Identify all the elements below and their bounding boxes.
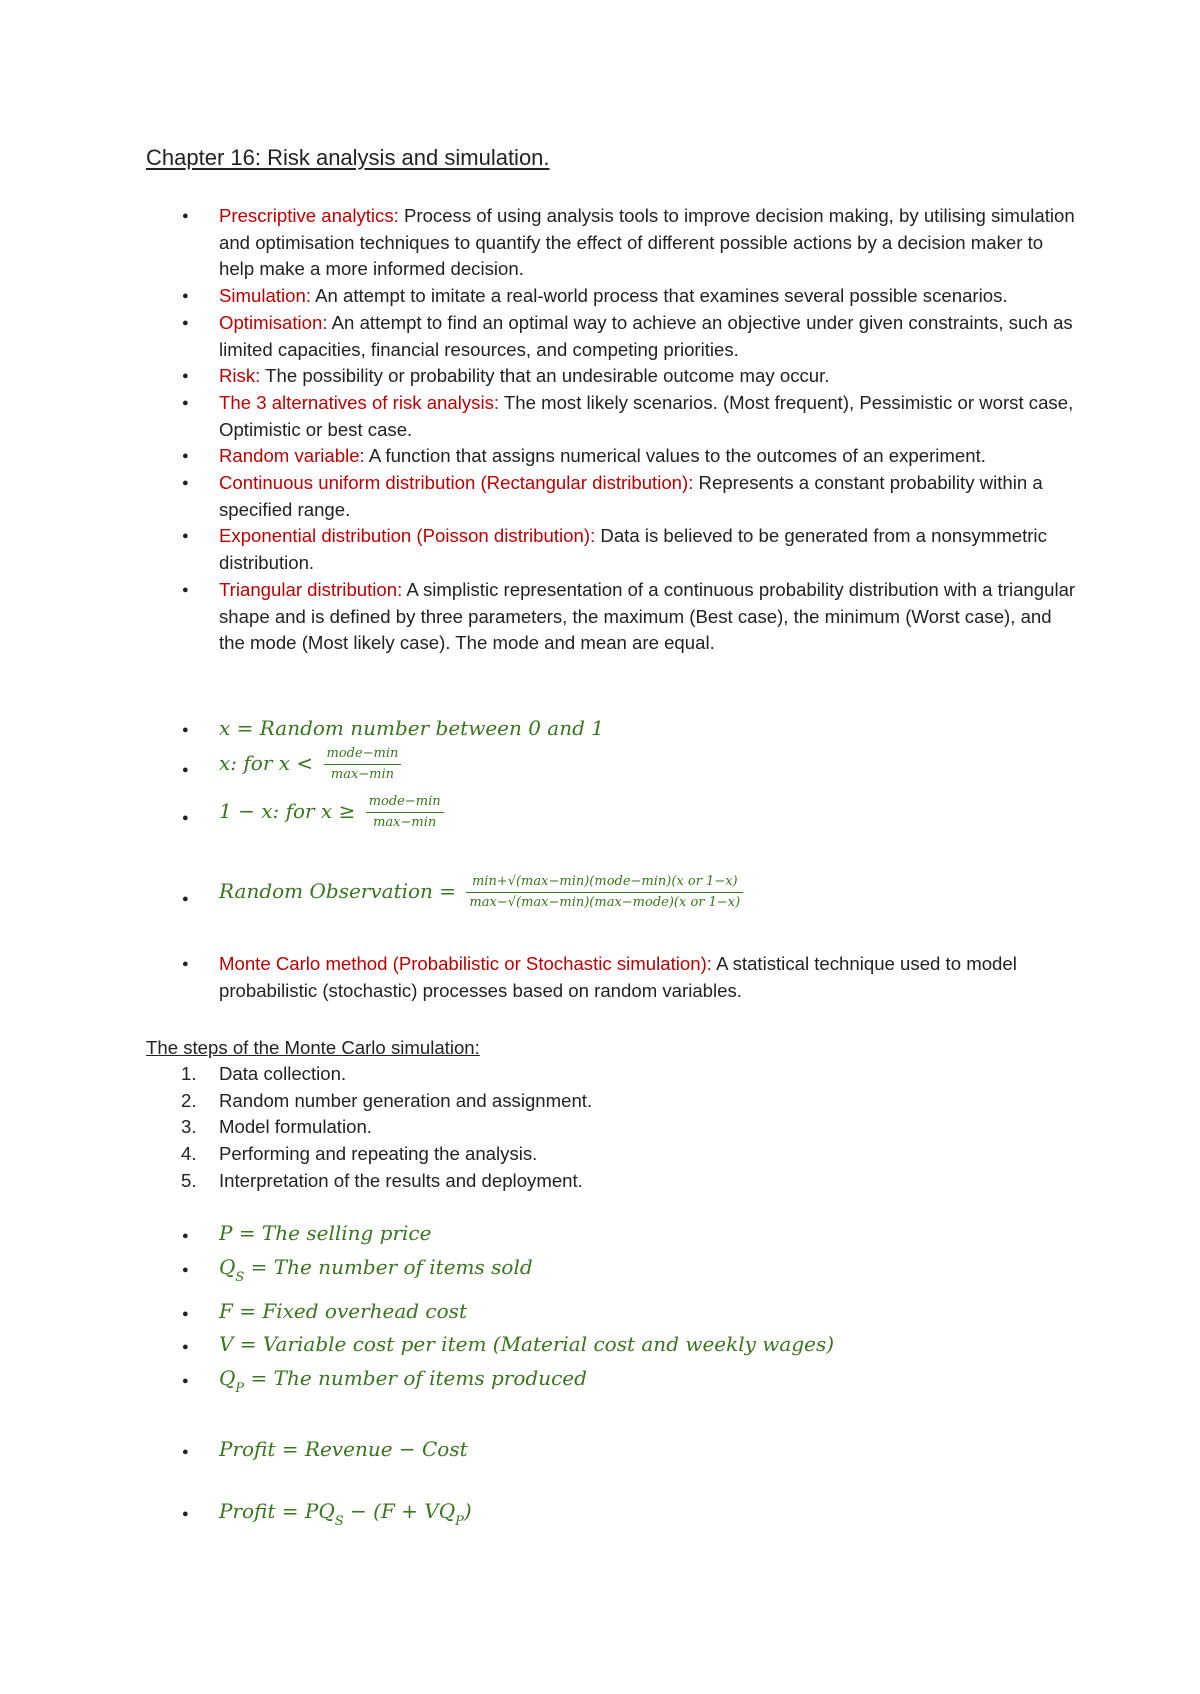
- monte-carlo-list: [146, 951, 1076, 1004]
- formula-items-sold: [219, 1253, 533, 1285]
- list-item: [146, 1141, 592, 1168]
- formula-part: Profit = PQ: [219, 1499, 335, 1523]
- bullet: ●: [182, 893, 189, 905]
- subscript: S: [235, 1270, 245, 1285]
- list-item: [146, 363, 1076, 390]
- bullet: ●: [182, 812, 189, 824]
- formula-profit: Profit = Revenue − Cost: [219, 1437, 468, 1461]
- definition-term: Simulation:: [219, 285, 311, 307]
- formula-items-produced: [219, 1364, 587, 1396]
- step-number: 5.: [181, 1169, 197, 1191]
- definition-term: The 3 alternatives of risk analysis:: [219, 391, 500, 413]
- bullet: ●: [182, 1264, 189, 1276]
- formula-profit-expanded: [219, 1497, 472, 1529]
- bullet: ●: [182, 1446, 189, 1458]
- definition-term: Monte Carlo method (Probabilistic or Stochastic simulation):: [219, 953, 712, 974]
- definition-text: A function that assigns numerical values to the outcomes of an experiment.: [364, 445, 986, 467]
- step-number: 4.: [181, 1143, 197, 1165]
- definition-term: Exponential distribution (Poisson distribution):: [219, 525, 596, 547]
- list-item: [146, 577, 1076, 657]
- fraction: [366, 794, 444, 831]
- symbol: Q: [219, 1255, 236, 1279]
- step-text: Model formulation.: [219, 1116, 372, 1138]
- subscript: P: [455, 1514, 464, 1529]
- formula-lhs: 1 − x: for x ≥: [219, 799, 356, 823]
- step-number: 3.: [181, 1116, 197, 1138]
- list-item: [146, 951, 1076, 1004]
- definition-term: Triangular distribution:: [219, 578, 403, 600]
- fraction-denominator: max−min: [373, 815, 437, 830]
- symbol: Q: [219, 1366, 236, 1390]
- definition-text: An attempt to imitate a real-world process that examines several possible scenarios.: [310, 285, 1008, 307]
- subscript: P: [235, 1381, 245, 1396]
- definition-text: A simplistic representation of a continuous probability distribution with a triangular shape and is defined by three parameters, the maximum (Best case), the minimum (Worst case), and the mode (Most likely case). The mode and mean are equal.: [219, 578, 1076, 654]
- definition-text: An attempt to find an optimal way to achieve an objective under given constraints, such as limited capacities, financial resources, and competing priorities.: [219, 311, 1073, 360]
- step-text: Data collection.: [219, 1063, 347, 1084]
- definition-text: Process of using analysis tools to improve decision making, by utilising simulation and optimisation techniques to quantify the effect of different possible actions by a decision maker to help make a more informed decision.: [219, 205, 1075, 280]
- steps-heading: The steps of the Monte Carlo simulation:: [146, 1037, 480, 1058]
- step-number: 2.: [181, 1089, 197, 1111]
- list-item: [146, 443, 1076, 470]
- list-item: [146, 390, 1076, 443]
- list-item: [146, 523, 1076, 576]
- list-item: [146, 1088, 592, 1115]
- list-item: [146, 1168, 592, 1195]
- fraction-denominator: max−min: [330, 767, 395, 782]
- bullet: ●: [182, 1341, 189, 1353]
- formula-rhs: = The number of items produced: [244, 1366, 587, 1390]
- formula-lhs: Random Observation =: [219, 879, 457, 903]
- formula-lhs: x: for x <: [219, 751, 314, 775]
- bullet: ●: [182, 724, 189, 736]
- definition-text: Represents a constant probability within a specified range.: [219, 472, 1043, 520]
- bullet: ●: [182, 1230, 189, 1242]
- fraction-numerator: min+√(max−min)(mode−min)(x or 1−x): [466, 874, 743, 893]
- definition-text: The most likely scenarios. (Most frequent), Pessimistic or worst case, Optimistic or best case.: [219, 391, 1074, 440]
- definition-term: Optimisation:: [219, 311, 328, 333]
- page-title: Chapter 16: Risk analysis and simulation.: [146, 145, 550, 170]
- fraction: [324, 746, 402, 783]
- steps-list: [146, 1061, 592, 1195]
- formula-part: ): [463, 1499, 472, 1523]
- fraction-numerator: mode−min: [366, 794, 444, 813]
- list-item: [146, 470, 1076, 523]
- step-number: 1.: [181, 1063, 197, 1084]
- bullet: ●: [182, 764, 189, 776]
- step-text: Interpretation of the results and deployment.: [219, 1169, 583, 1191]
- formula-variable-cost: V = Variable cost per item (Material cost and weekly wages): [219, 1332, 835, 1356]
- list-item: [146, 1061, 592, 1088]
- definition-term: Random variable:: [219, 445, 365, 467]
- definition-text: A statistical technique used to model probabilistic (stochastic) processes based on random variables.: [219, 953, 1017, 1001]
- formula-one-minus-x-condition: [219, 794, 444, 831]
- list-item: [146, 1114, 592, 1141]
- step-text: Random number generation and assignment.: [219, 1089, 593, 1111]
- bullet: ●: [182, 1375, 189, 1387]
- fraction-numerator: mode−min: [324, 746, 402, 765]
- definition-text: The possibility or probability that an undesirable outcome may occur.: [260, 365, 830, 387]
- definition-term: Risk:: [219, 365, 261, 387]
- fraction-denominator: max−√(max−min)(max−mode)(x or 1−x): [469, 895, 741, 910]
- formula-fixed-cost: F = Fixed overhead cost: [219, 1299, 467, 1323]
- formula-x-condition: [219, 746, 401, 783]
- formula-random-number: x = Random number between 0 and 1: [219, 716, 604, 740]
- definition-text: Data is believed to be generated from a nonsymmetric distribution.: [219, 525, 1047, 574]
- formula-selling-price: P = The selling price: [219, 1221, 432, 1245]
- formula-random-observation: [219, 874, 743, 911]
- fraction: [466, 874, 743, 911]
- definition-term: Continuous uniform distribution (Rectangular distribution):: [219, 472, 694, 494]
- formula-rhs: = The number of items sold: [244, 1255, 533, 1279]
- subscript: S: [334, 1514, 344, 1529]
- bullet: ●: [182, 1308, 189, 1320]
- definition-term: Prescriptive analytics:: [219, 205, 399, 226]
- definition-list: [146, 203, 1076, 657]
- list-item: [146, 203, 1076, 283]
- bullet: ●: [182, 1508, 189, 1520]
- formula-part: − (F + VQ: [343, 1499, 456, 1523]
- list-item: [146, 310, 1076, 363]
- list-item: [146, 283, 1076, 310]
- step-text: Performing and repeating the analysis.: [219, 1143, 538, 1165]
